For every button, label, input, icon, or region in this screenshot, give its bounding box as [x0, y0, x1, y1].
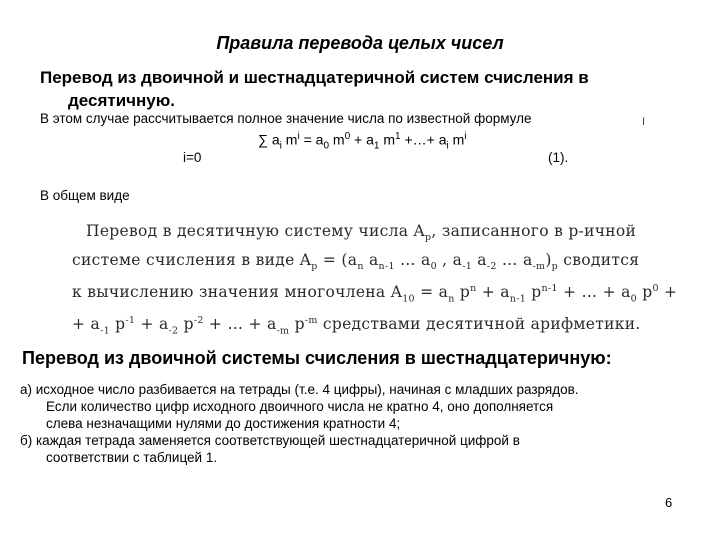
scan-text: , записанного в p-ичной: [431, 222, 637, 240]
item-b-line2: соответствии с таблицей 1.: [46, 450, 218, 465]
scan-sub: -m: [276, 325, 290, 337]
item-a-line3: слева незначащими нулями до достижения кратности 4;: [46, 416, 401, 431]
list-item: [20, 432, 700, 466]
scan-sub: p: [424, 232, 432, 244]
scan-sub: 10: [402, 293, 415, 305]
scan-line-4: [58, 310, 668, 342]
scan-text: сводится: [558, 251, 640, 270]
scan-text: ): [545, 251, 552, 270]
scan-sub: p: [551, 261, 559, 273]
scan-text: +: [658, 283, 678, 302]
scan-text: + a: [476, 283, 510, 302]
list-item: [20, 381, 700, 432]
scan-sub: n: [357, 261, 364, 273]
page-title: Правила перевода целых чисел: [216, 33, 504, 53]
scan-sub: n-1: [378, 261, 395, 273]
formula-part: m: [379, 131, 395, 148]
scan-line-1: [58, 220, 668, 249]
formula-sup: 0: [344, 131, 351, 142]
scan-text: p: [178, 315, 194, 334]
scan-sup: 0: [652, 283, 659, 295]
scan-text: средствами десятичной арифметики.: [317, 315, 641, 334]
scan-text: , a: [436, 251, 463, 270]
scan-text: p: [526, 283, 542, 302]
formula-sup: 1: [395, 131, 401, 142]
item-a-line1: а) исходное число разбивается на тетрады (т.е. 4 цифры), начиная с младших разрядов.: [20, 382, 579, 397]
item-b-line1: б) каждая тетрада заменяется соответствующей шестнадцатеричной цифрой в: [20, 433, 520, 448]
section1-heading-line2: десятичную.: [68, 91, 176, 110]
scan-text: p: [636, 283, 653, 302]
scan-text: p: [454, 283, 471, 302]
steps-list: [20, 381, 700, 466]
scan-sub: 0: [430, 261, 437, 273]
scan-sup: -1: [125, 315, 136, 327]
section2-heading: Перевод из двоичной системы счисления в шестнадцатеричную:: [22, 348, 612, 368]
scan-text: a: [363, 251, 379, 270]
scan-text: p: [109, 315, 126, 334]
scan-line-3: [58, 278, 678, 310]
formula-sub: i: [279, 140, 282, 152]
section1-heading-line1: Перевод из двоичной и шестнадцатеричной систем счисления в: [40, 68, 589, 87]
stray-mark: I: [642, 116, 646, 128]
scan-text: Перевод в десятичную систему числа A: [86, 222, 425, 240]
scan-line-2: [58, 249, 668, 278]
scan-text: + … + a: [557, 283, 631, 302]
scan-sub: -1: [100, 325, 110, 337]
formula-sup: i: [297, 131, 300, 142]
scan-sup: n: [470, 283, 477, 295]
formula-part: +…+ a: [400, 131, 447, 148]
scan-text: … a: [394, 251, 431, 270]
formula-sub: i: [446, 140, 449, 152]
sum-index: i=0: [183, 150, 202, 165]
scan-sup: -2: [193, 315, 204, 327]
formula-part: m: [281, 131, 298, 148]
scan-text: = (a: [317, 251, 358, 270]
equation-number: (1).: [548, 150, 569, 165]
general-form-label: В общем виде: [40, 188, 130, 203]
scan-sub: n-1: [509, 293, 527, 305]
formula-part: m: [448, 131, 465, 148]
scan-text: к вычислению значения многочлена A: [72, 283, 403, 302]
scan-sub: 0: [630, 293, 637, 305]
scan-sub: -1: [462, 261, 473, 273]
scan-text: a: [472, 251, 487, 270]
scan-text: … a: [496, 251, 533, 270]
formula-part: = a: [299, 131, 324, 148]
scan-sub: -m: [532, 261, 546, 273]
formula-sup: i: [464, 131, 467, 142]
scan-sub: n: [448, 293, 455, 305]
page-number: 6: [665, 495, 673, 510]
formula-sub: 1: [373, 140, 380, 152]
item-a-line2: Если количество цифр исходного двоичного числа не кратно 4, оно дополняется: [46, 399, 554, 414]
intro-text: В этом случае рассчитывается полное значение числа по известной формуле: [40, 111, 532, 126]
scan-sup: -m: [304, 315, 318, 327]
scan-text: + … + a: [203, 315, 277, 334]
formula-part: m: [329, 131, 345, 148]
scan-sub: -2: [486, 261, 497, 273]
scanned-formula-block: [58, 220, 678, 343]
formula: [258, 131, 467, 151]
scan-text: = a: [414, 283, 449, 302]
scan-text: + a: [72, 315, 101, 334]
formula-part: + a: [350, 131, 374, 148]
scan-text: p: [289, 315, 305, 334]
scan-text: + a: [135, 315, 169, 334]
scan-sub: -2: [168, 325, 179, 337]
formula-sum: ∑ a: [258, 131, 280, 148]
section1-heading: [40, 66, 680, 112]
scan-sub: p: [311, 261, 318, 273]
scan-sup: n-1: [541, 283, 558, 295]
scan-text: системе счисления в виде A: [72, 251, 312, 270]
formula-sub: 0: [323, 140, 329, 152]
